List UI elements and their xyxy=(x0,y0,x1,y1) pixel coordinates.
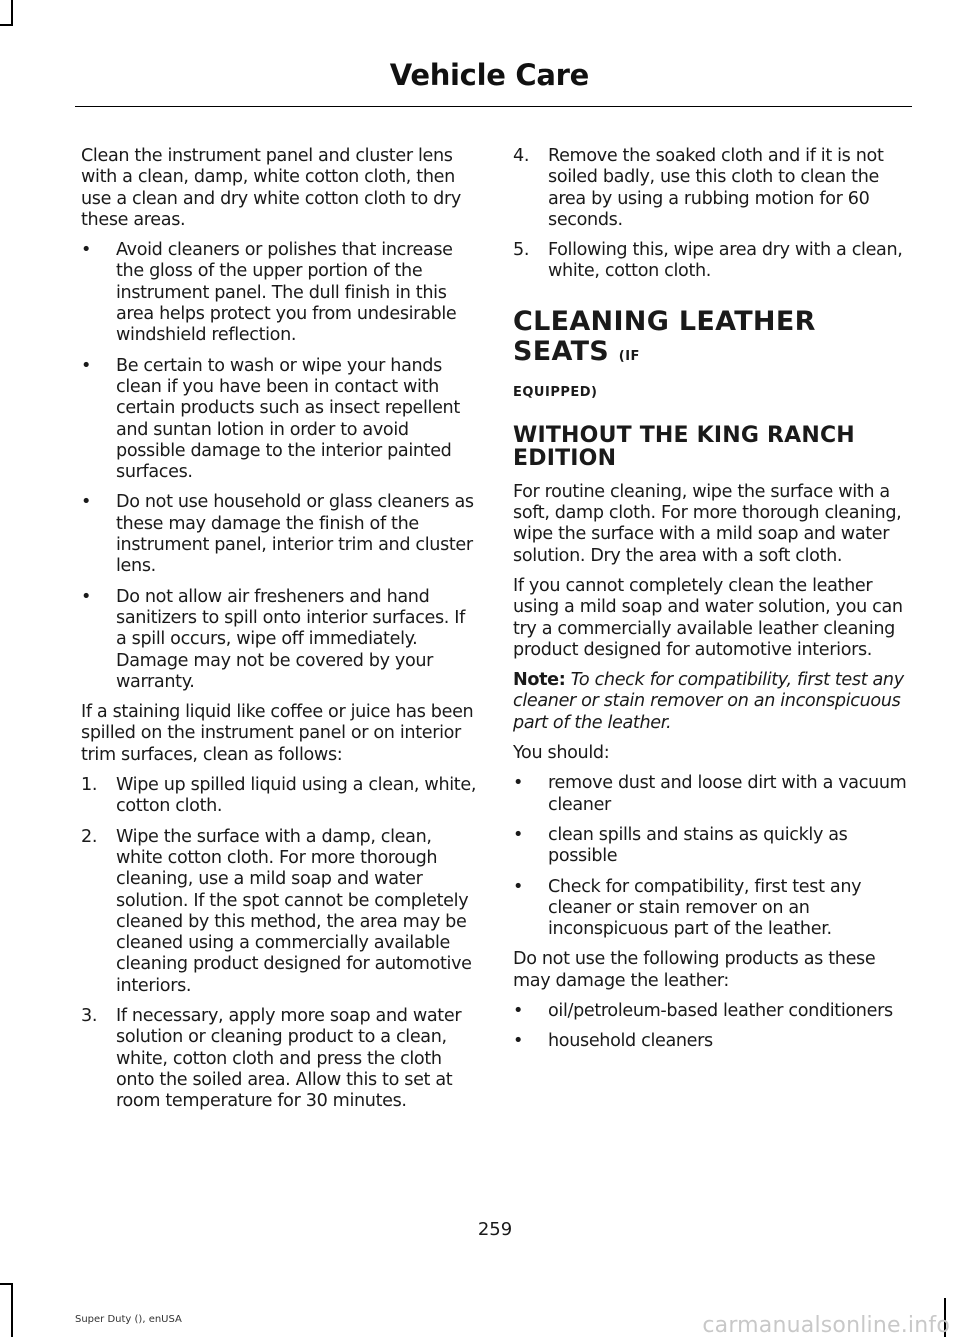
list-item-text: Do not allow air fresheners and hand sanitizers to spill onto interior surfaces. If a spill occurs, wipe off immediately. Damage may not be covered by your warranty. xyxy=(116,586,465,692)
step-text: Remove the soaked cloth and if it is not soiled badly, use this cloth to clean the area by using a rubbing motion for 60 seconds. xyxy=(548,146,884,230)
bullet-icon: • xyxy=(513,1001,524,1022)
list-item-text: oil/petroleum-based leather conditioners xyxy=(548,1001,893,1022)
list-item xyxy=(513,825,908,868)
step-text: Wipe the surface with a damp, clean, white cotton cloth. For more thorough cleaning, use a mild soap and water solution. If the spot cannot be completely cleaned by this method, the area may be cleaned using a commercially available cleaning product designed for automotive interiors. xyxy=(116,826,472,996)
list-item xyxy=(81,587,477,693)
list-item xyxy=(513,1031,908,1052)
bullet-icon: • xyxy=(513,773,524,794)
section-heading-if: (IF xyxy=(618,348,640,364)
left-column xyxy=(81,146,477,1121)
step-text: Following this, wipe area dry with a clean, white, cotton cloth. xyxy=(548,240,903,282)
commercial-cleaner-paragraph: If you cannot completely clean the leather using a mild soap and water solution, you can try a commercially available leather cleaning product designed for automotive interiors. xyxy=(513,575,903,660)
list-item xyxy=(81,356,477,484)
step-number: 4. xyxy=(513,146,530,166)
bullet-icon: • xyxy=(513,1031,524,1052)
section-heading-main: CLEANING LEATHER SEATS xyxy=(513,305,816,367)
list-item xyxy=(513,773,908,816)
routine-cleaning-paragraph: For routine cleaning, wipe the surface with a soft, damp cloth. For more thorough cleaning, wipe the surface with a mild soap and water solution. Dry the area with a soft cloth. xyxy=(513,481,902,566)
page-title: Vehicle Care xyxy=(389,58,589,92)
step-text: If necessary, apply more soap and water solution or cleaning product to a clean, white, cotton cloth and press the cloth onto the soiled area. Allow this to set at room temperature for 30 minutes. xyxy=(116,1005,462,1112)
list-item xyxy=(513,877,908,941)
step-number: 3. xyxy=(81,1005,98,1026)
bullet-icon: • xyxy=(81,355,92,376)
bullet-icon: • xyxy=(81,240,92,261)
bullet-icon: • xyxy=(81,492,92,513)
bullet-icon: • xyxy=(81,586,92,607)
list-item xyxy=(513,1001,908,1022)
step-number: 1. xyxy=(81,775,98,796)
edition-label: Super Duty (), enUSA xyxy=(75,1314,182,1325)
crop-mark-bottom-left xyxy=(11,1283,13,1337)
numbered-step xyxy=(513,240,908,283)
list-item-text: Do not use household or glass cleaners as these may damage the finish of the instrument panel, interior trim and cluster lens. xyxy=(116,492,474,577)
note-text: To check for compatibility, first test any cleaner or stain remover on an inconspicuous part of the leather. xyxy=(513,670,904,733)
list-item xyxy=(81,240,477,346)
staining-intro-paragraph: If a staining liquid like coffee or juice has been spilled on the instrument panel or on interior trim surfaces, clean as follows: xyxy=(81,702,474,765)
list-item-text: household cleaners xyxy=(548,1031,713,1052)
numbered-step xyxy=(513,146,908,231)
numbered-step xyxy=(81,827,477,997)
crop-mark-top-left-h xyxy=(0,24,13,26)
list-item-text: clean spills and stains as quickly as possible xyxy=(548,824,848,867)
note-paragraph xyxy=(513,670,908,734)
step-number: 5. xyxy=(513,240,530,261)
list-item-text: Be certain to wash or wipe your hands clean if you have been in contact with certain products such as insect repellent and suntan lotion in order to avoid possible damage to the interior painted surfaces. xyxy=(116,355,460,483)
you-should-paragraph: You should: xyxy=(513,743,610,764)
bullet-icon: • xyxy=(513,876,524,897)
subsection-heading: WITHOUT THE KING RANCH EDITION xyxy=(513,422,855,471)
list-item-text: Check for compatibility, first test any cleaner or stain remover on an inconspicuous part of the leather. xyxy=(548,876,862,940)
right-column xyxy=(513,146,908,1062)
list-item-text: remove dust and loose dirt with a vacuum cleaner xyxy=(548,773,907,815)
page-number: 259 xyxy=(477,1219,513,1240)
bullet-icon: • xyxy=(513,824,524,845)
step-text: Wipe up spilled liquid using a clean, white, cotton cloth. xyxy=(116,775,477,817)
list-item-text: Avoid cleaners or polishes that increase the gloss of the upper portion of the instrument panel. The dull finish in this area helps protect you from undesirable windshield reflection. xyxy=(116,240,457,346)
do-not-use-paragraph: Do not use the following products as these may damage the leather: xyxy=(513,949,876,991)
crop-mark-top-left xyxy=(11,0,13,26)
watermark-text: carmanualsonline.info xyxy=(702,1313,950,1338)
intro-paragraph: Clean the instrument panel and cluster lens with a clean, damp, white cotton cloth, then use a clean and dry white cotton cloth to dry these areas. xyxy=(81,146,461,230)
section-heading xyxy=(513,307,908,402)
numbered-step xyxy=(81,1006,477,1112)
list-item xyxy=(81,492,477,577)
step-number: 2. xyxy=(81,826,98,847)
note-label: Note: xyxy=(513,670,566,691)
section-heading-equipped: EQUIPPED) xyxy=(513,384,598,400)
header-divider xyxy=(75,106,912,107)
numbered-step xyxy=(81,775,477,818)
crop-mark-bottom-left-h xyxy=(0,1283,13,1285)
